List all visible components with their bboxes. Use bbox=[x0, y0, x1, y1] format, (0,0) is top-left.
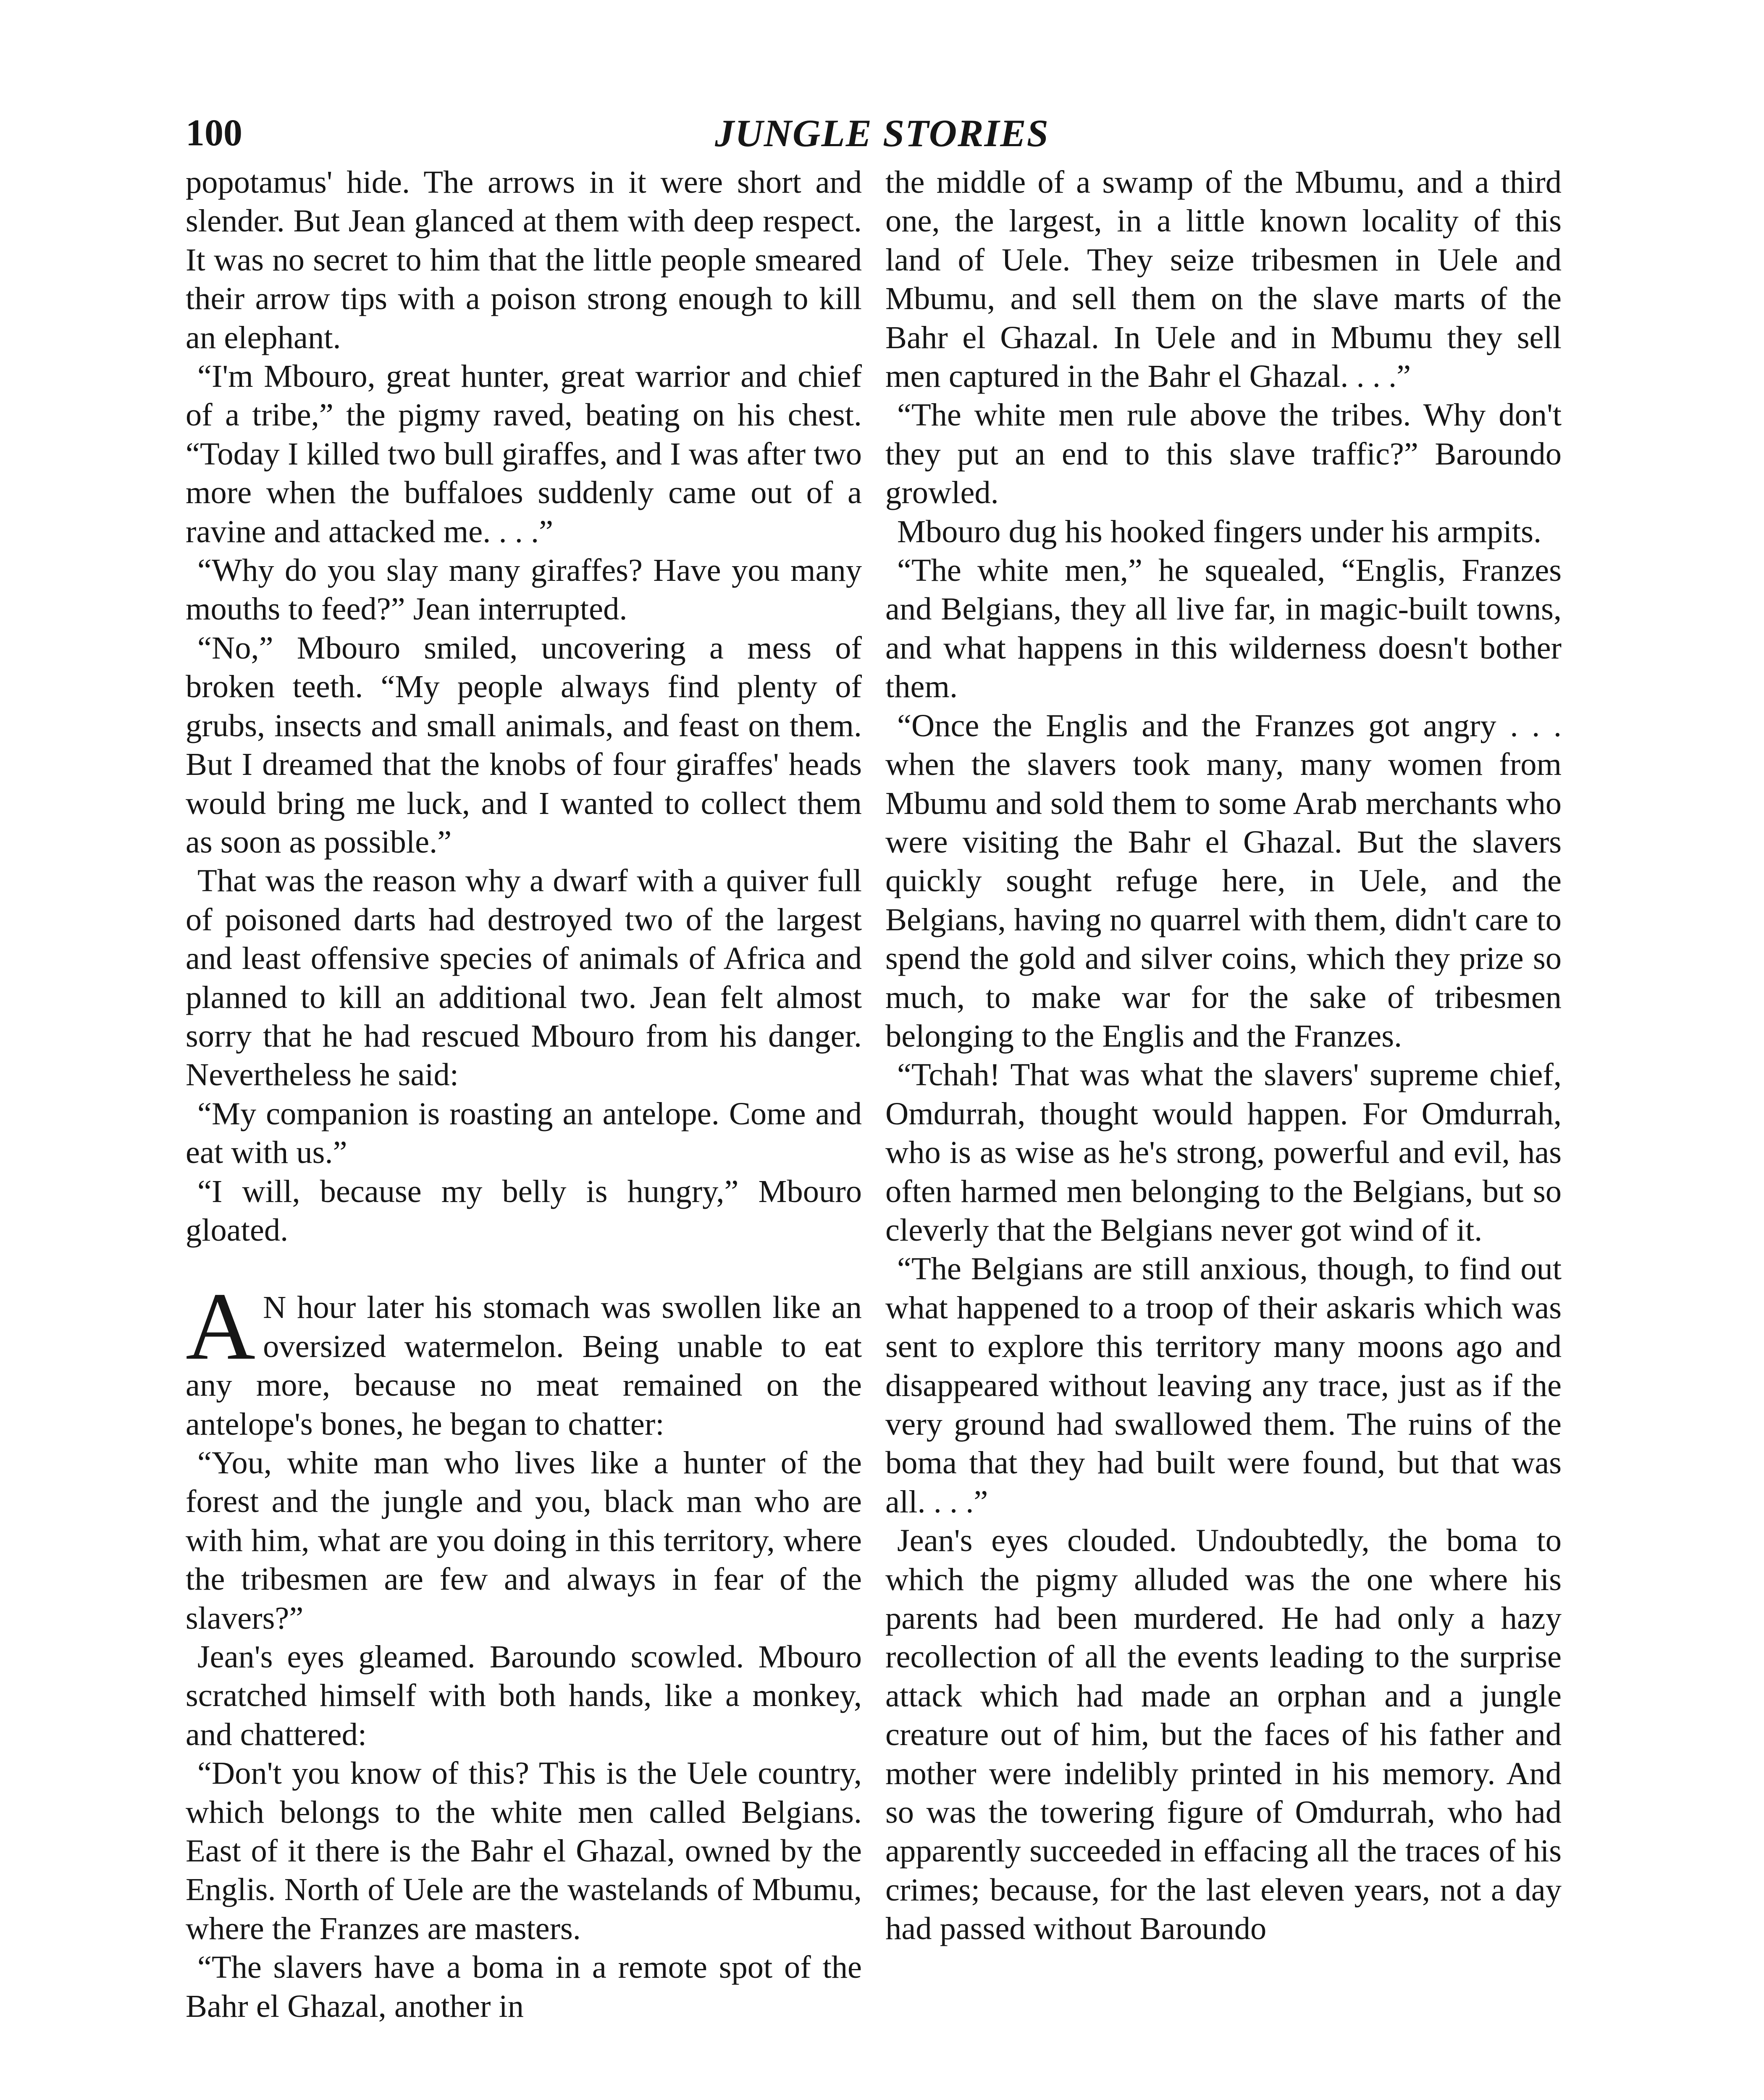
paragraph: “The white men,” he squealed, “Englis, Franzes and Belgians, they all live far, in magic-built towns, and what happens in this wilderness doesn't bother them. bbox=[885, 552, 1562, 705]
section-opening-paragraph bbox=[186, 1273, 862, 1444]
section-opening-text: N hour later his stomach was swollen like an oversized watermelon. Being unable to eat any more, because no meat remained on the antelope's bones, he began to chatter: bbox=[186, 1289, 862, 1442]
paragraph: “I'm Mbouro, great hunter, great warrior and chief of a tribe,” the pigmy raved, beating on his chest. “Today I killed two bull giraffes, and I was after two more when the buffaloes suddenly came out of a ravine and attacked me. . . .” bbox=[186, 358, 862, 549]
paragraph: the middle of a swamp of the Mbumu, and a third one, the largest, in a little known locality of this land of Uele. They seize tribesmen in Uele and Mbumu, and sell them on the slave marts of the Bahr el Ghazal. In Uele and in Mbumu they sell men captured in the Bahr el Ghazal. . . .” bbox=[885, 164, 1562, 394]
paragraph: “I will, because my belly is hungry,” Mbouro gloated. bbox=[186, 1173, 862, 1248]
paragraph: Jean's eyes clouded. Undoubtedly, the boma to which the pigmy alluded was the one where his parents had been murdered. He had only a hazy recollection of all the events leading to the surprise attack which had made an orphan and a jungle creature out of him, but the faces of his father and mother were indelibly printed in his memory. And so was the towering figure of Omdurrah, who had apparently succeeded in effacing all the traces of his crimes; because, for the last eleven years, not a day had passed without Baroundo bbox=[885, 1522, 1562, 1947]
paragraph: Mbouro dug his hooked fingers under his armpits. bbox=[897, 513, 1542, 549]
page-header bbox=[0, 110, 1764, 156]
paragraph: Jean's eyes gleamed. Baroundo scowled. Mbouro scratched himself with both hands, like a monkey, and chattered: bbox=[186, 1639, 862, 1752]
paragraph: “My companion is roasting an antelope. Come and eat with us.” bbox=[186, 1095, 862, 1171]
paragraph: “Why do you slay many giraffes? Have you many mouths to feed?” Jean interrupted. bbox=[186, 552, 862, 627]
paragraph: That was the reason why a dwarf with a quiver full of poisoned darts had destroyed two of the largest and least offensive species of animals of Africa and planned to kill an additional two. Jean felt almost sorry that he had rescued Mbouro from his danger. Nevertheless he said: bbox=[186, 863, 862, 1093]
paragraph: “The slavers have a boma in a remote spot of the Bahr el Ghazal, another in bbox=[186, 1949, 862, 2024]
drop-cap: A bbox=[186, 1273, 256, 1380]
paragraph: “No,” Mbouro smiled, uncovering a mess of broken teeth. “My people always find plenty of grubs, insects and small animals, and feast on them. But I dreamed that the knobs of four giraffes' heads would bring me luck, and I wanted to collect them as soon as possible.” bbox=[186, 630, 862, 860]
page-number: 100 bbox=[186, 112, 242, 154]
paragraph: “Once the Englis and the Franzes got angry . . . when the slavers took many, many women from Mbumu and sold them to some Arab merchants who were visiting the Bahr el Ghazal. But the slavers quickly sought refuge here, in Uele, and the Belgians, having no quarrel with them, didn't care to spend the gold and silver coins, which they prize so much, to make war for the sake of tribesmen belonging to the Englis and the Franzes. bbox=[885, 707, 1562, 1054]
running-title: JUNGLE STORIES bbox=[715, 112, 1049, 155]
paragraph: “Don't you know of this? This is the Uele country, which belongs to the white men called Belgians. East of it there is the Bahr el Ghazal, owned by the Englis. North of Uele are the wastelands of Mbumu, where the Franzes are masters. bbox=[186, 1755, 862, 1946]
paragraph: popotamus' hide. The arrows in it were short and slender. But Jean glanced at them with deep respect. It was no secret to him that the little people smeared their arrow tips with a poison strong enough to kill an elephant. bbox=[186, 164, 862, 355]
paragraph: “The Belgians are still anxious, though, to find out what happened to a troop of their askaris which was sent to explore this territory many moons ago and disappeared without leaving any trace, just as if the very ground had swallowed them. The ruins of the boma that they had built were found, but that was all. . . .” bbox=[885, 1251, 1562, 1520]
paragraph: “You, white man who lives like a hunter of the forest and the jungle and you, black man who are with him, what are you doing in this territory, where the tribesmen are few and always in fear of the slavers?” bbox=[186, 1445, 862, 1636]
paragraph: “The white men rule above the tribes. Why don't they put an end to this slave traffic?” Baroundo growled. bbox=[885, 397, 1562, 511]
left-column bbox=[186, 163, 862, 2026]
right-column bbox=[885, 163, 1562, 1948]
paragraph: “Tchah! That was what the slavers' supreme chief, Omdurrah, thought would happen. For Omdurrah, who is as wise as he's strong, powerful and evil, has often harmed men belonging to the Belgians, but so cleverly that the Belgians never got wind of it. bbox=[885, 1057, 1562, 1248]
